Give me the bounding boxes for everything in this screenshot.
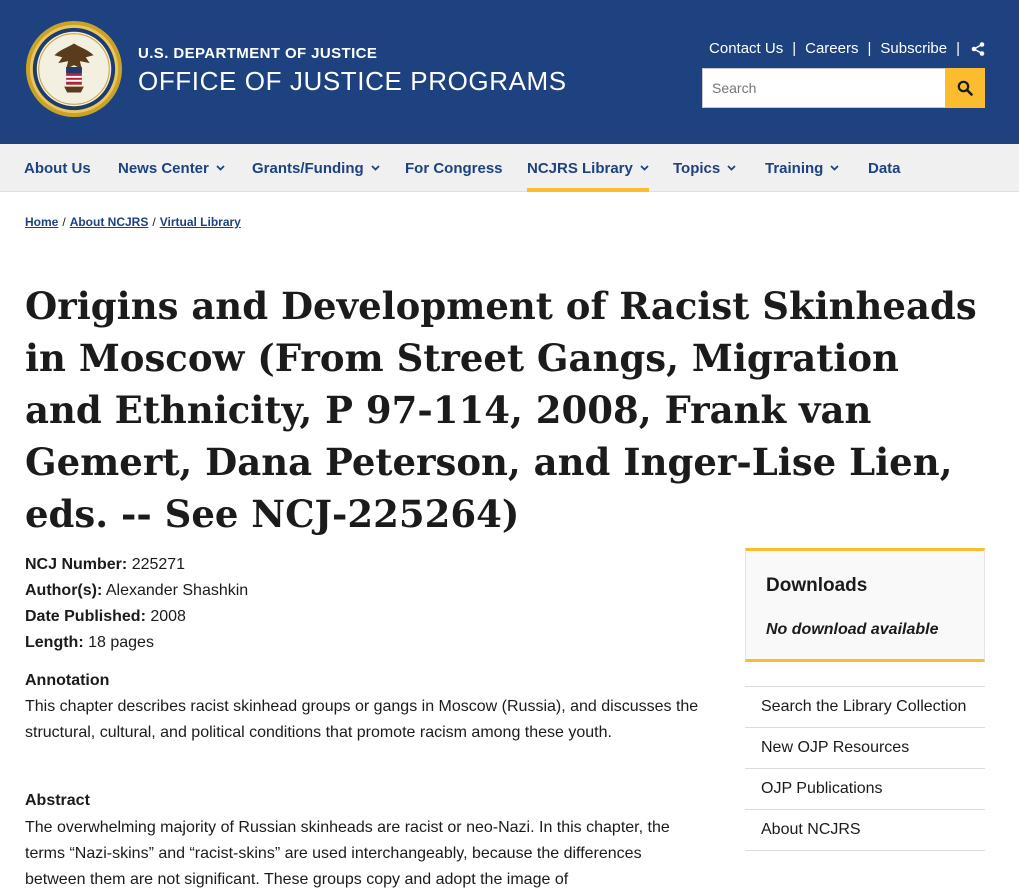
subscribe-link[interactable]: Subscribe	[880, 40, 948, 57]
annotation-heading: Annotation	[25, 672, 110, 689]
length-row	[25, 630, 248, 656]
sidebar-item-about-ncjrs[interactable]: About NCJRS	[745, 810, 985, 851]
nav-for-congress[interactable]	[405, 144, 503, 192]
abstract-heading: Abstract	[25, 792, 90, 809]
careers-link[interactable]: Careers	[805, 40, 859, 57]
nav-training[interactable]	[765, 144, 839, 192]
breadcrumb-about-ncjrs[interactable]: About NCJRS	[69, 215, 149, 229]
author-row	[25, 578, 248, 604]
abstract-text: The overwhelming majority of Russian skinheads are racist or neo-Nazi. In this chapter, the terms “Nazi-skins” and “racist-skins” are used interchangeably, because the differences between them are not significant. These groups copy and adopt the image of	[25, 819, 670, 888]
nav-label: Topics	[673, 159, 721, 177]
length-label: Length:	[25, 634, 84, 651]
downloads-status: No download available	[766, 621, 939, 638]
nav-label: Grants/Funding	[252, 159, 364, 177]
chevron-down-icon	[216, 165, 225, 171]
breadcrumb-separator: /	[152, 215, 156, 229]
separator: |	[867, 40, 872, 57]
separator: |	[956, 40, 960, 57]
nav-ncjrs-library[interactable]	[527, 144, 649, 192]
chevron-down-icon	[640, 165, 649, 171]
nav-label: NCJRS Library	[527, 159, 633, 177]
page-title: Origins and Development of Racist Skinheads in Moscow (From Street Gangs, Migration and Ethnicity, P 97-114, 2008, Frank van Gemert, Dana Peterson, and Inger-Lise Lien, eds. -- See NCJ-225264)	[25, 284, 977, 536]
author-value: Alexander Shashkin	[105, 582, 249, 599]
length-value: 18 pages	[88, 634, 154, 651]
nav-label: For Congress	[405, 159, 503, 177]
nav-label: Training	[765, 159, 824, 177]
nav-label: Data	[868, 159, 901, 177]
nav-label: News Center	[118, 159, 209, 177]
chevron-down-icon	[371, 165, 380, 171]
breadcrumb-virtual-library[interactable]: Virtual Library	[159, 215, 241, 229]
search-button[interactable]	[945, 68, 985, 108]
sidebar-item-new-ojp-resources[interactable]: New OJP Resources	[745, 728, 985, 769]
sidebar-links	[745, 686, 985, 851]
search-icon	[957, 80, 973, 96]
breadcrumb-separator: /	[62, 215, 66, 229]
nav-news-center[interactable]	[118, 144, 225, 192]
utility-links	[709, 40, 985, 57]
breadcrumb	[25, 215, 241, 229]
nav-topics[interactable]	[673, 144, 736, 192]
search-form	[702, 68, 985, 108]
agency-name[interactable]: OFFICE OF JUSTICE PROGRAMS	[138, 66, 567, 96]
ncj-number-label: NCJ Number:	[25, 556, 128, 573]
chevron-down-icon	[727, 165, 736, 171]
nav-label: About Us	[24, 159, 91, 177]
search-input[interactable]	[702, 68, 945, 108]
nav-about-us[interactable]	[24, 144, 91, 192]
date-published-value: 2008	[150, 608, 186, 625]
chevron-down-icon	[830, 165, 839, 171]
agency-parent-name: U.S. DEPARTMENT OF JUSTICE	[138, 45, 378, 62]
downloads-box	[745, 548, 985, 662]
nav-grants-funding[interactable]	[252, 144, 380, 192]
separator: |	[792, 40, 797, 57]
date-published-label: Date Published:	[25, 608, 146, 625]
downloads-title: Downloads	[766, 575, 868, 596]
nav-data[interactable]	[868, 144, 901, 192]
ncj-number-value: 225271	[131, 556, 186, 573]
site-header	[0, 0, 1019, 144]
date-published-row	[25, 604, 248, 630]
breadcrumb-home[interactable]: Home	[25, 215, 59, 229]
contact-us-link[interactable]: Contact Us	[709, 40, 784, 57]
ncj-number-row	[25, 552, 248, 578]
sidebar-item-ojp-publications[interactable]: OJP Publications	[745, 769, 985, 810]
annotation-text: This chapter describes racist skinhead groups or gangs in Moscow (Russia), and discusses the structural, cultural, and political conditions that promote racism among these youth.	[25, 698, 699, 741]
doj-seal-logo[interactable]	[25, 20, 123, 118]
author-label: Author(s):	[25, 582, 103, 599]
main-nav	[0, 144, 1019, 192]
share-icon[interactable]	[971, 42, 985, 56]
sidebar-item-search-library[interactable]: Search the Library Collection	[745, 687, 985, 728]
document-metadata	[25, 552, 248, 656]
